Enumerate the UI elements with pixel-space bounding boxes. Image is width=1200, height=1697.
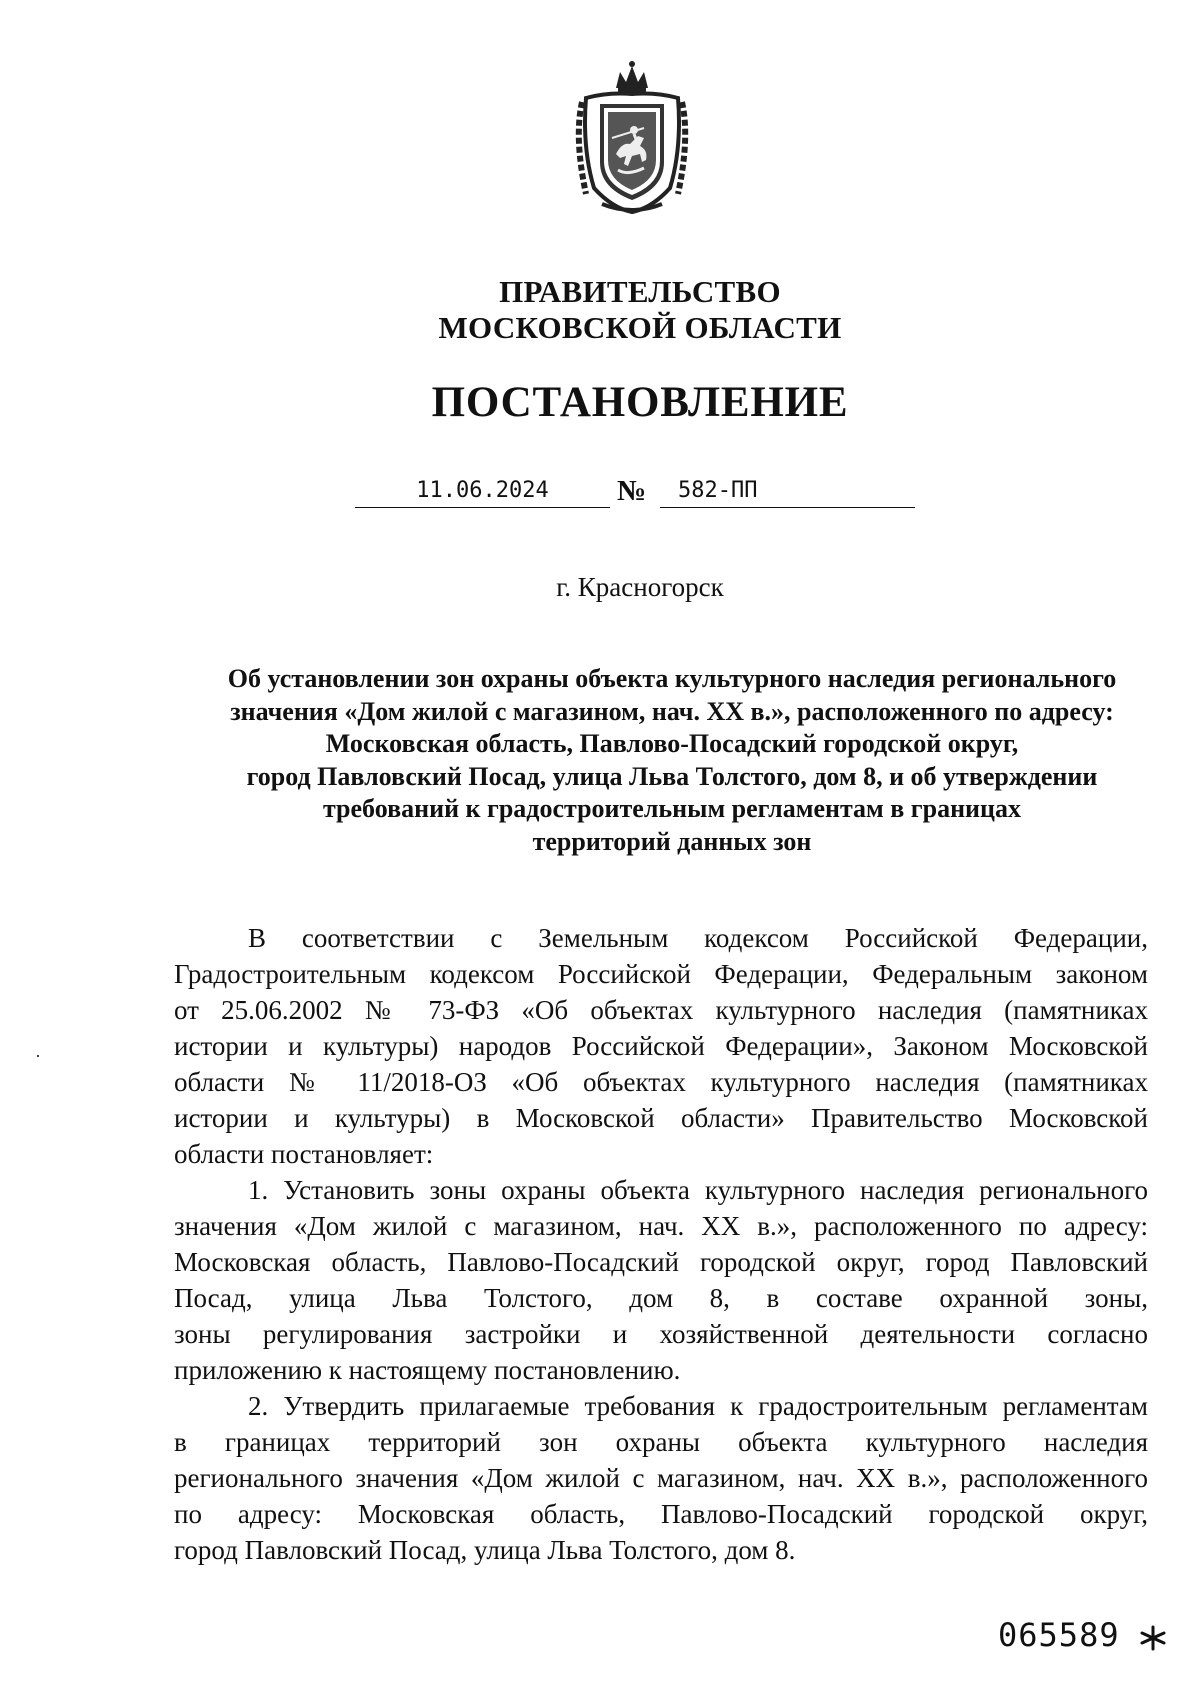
scan-speck (37, 1055, 39, 1057)
government-name-line2: МОСКОВСКОЙ ОБЛАСТИ (438, 310, 842, 345)
number-sign: № (617, 475, 647, 507)
document-body (174, 920, 1148, 1568)
subject-line: Московская область, Павлово-Посадский городской округ, (325, 729, 1019, 758)
document-date: 11.06.2024 (355, 476, 610, 508)
subject-line: Об установлении зон охраны объекта культурного наследия регионального (227, 664, 1117, 693)
body-line: области № 11/2018-ОЗ «Об объектах культурного наследия (памятниках (174, 1067, 1148, 1097)
body-line: истории и культуры) в Московской области» Правительство Московской (174, 1103, 1148, 1133)
registration-number: 065589 (998, 1616, 1120, 1654)
asterisk-star-icon (1140, 1625, 1166, 1651)
body-line: город Павловский Посад, улица Льва Толстого, дом 8. (174, 1535, 796, 1565)
body-line: регионального значения «Дом жилой с магазином, нач. XX в.», расположенного (174, 1463, 1148, 1493)
body-line: истории и культуры) народов Российской Федерации», Законом Московской (174, 1031, 1148, 1061)
body-line: Градостроительным кодексом Российской Федерации, Федеральным законом (174, 959, 1148, 989)
document-type: ПОСТАНОВЛЕНИЕ (431, 379, 849, 426)
body-line: приложению к настоящему постановлению. (174, 1355, 681, 1385)
subject-line: значения «Дом жилой с магазином, нач. XX в.», расположенного по адресу: (230, 696, 1114, 726)
body-line: от 25.06.2002 № 73-ФЗ «Об объектах культурного наследия (памятниках (174, 995, 1148, 1025)
coat-of-arms-icon (572, 58, 692, 216)
document-number-field (660, 476, 915, 508)
document-subject (172, 663, 1172, 858)
body-line: области постановляет: (174, 1139, 434, 1169)
document-number: 582-ПП (678, 478, 758, 503)
body-line: В соответствии с Земельным кодексом Российской Федерации, (248, 923, 1148, 953)
body-line: Посад, улица Льва Толстого, дом 8, в составе охранной зоны, (174, 1283, 1148, 1313)
body-line: значения «Дом жилой с магазином, нач. XX в.», расположенного по адресу: (174, 1211, 1148, 1241)
subject-line: территорий данных зон (532, 826, 812, 856)
subject-line: требований к градостроительным регламентам в границах (322, 794, 1022, 823)
subject-line: город Павловский Посад, улица Льва Толстого, дом 8, и об утверждении (246, 761, 1098, 791)
body-line: по адресу: Московская область, Павлово-Посадский городской округ, (174, 1499, 1148, 1529)
body-line: зоны регулирования застройки и хозяйственной деятельности согласно (174, 1319, 1148, 1349)
government-name-line1: ПРАВИТЕЛЬСТВО (499, 274, 781, 309)
body-line: 1. Установить зоны охраны объекта культурного наследия регионального (248, 1175, 1148, 1205)
city-name: г. Красногорск (556, 572, 724, 602)
body-line: 2. Утвердить прилагаемые требования к градостроительным регламентам (248, 1391, 1148, 1421)
body-line: в границах территорий зон охраны объекта культурного наследия (174, 1427, 1148, 1457)
body-line: Московская область, Павлово-Посадский городской округ, город Павловский (174, 1247, 1148, 1277)
